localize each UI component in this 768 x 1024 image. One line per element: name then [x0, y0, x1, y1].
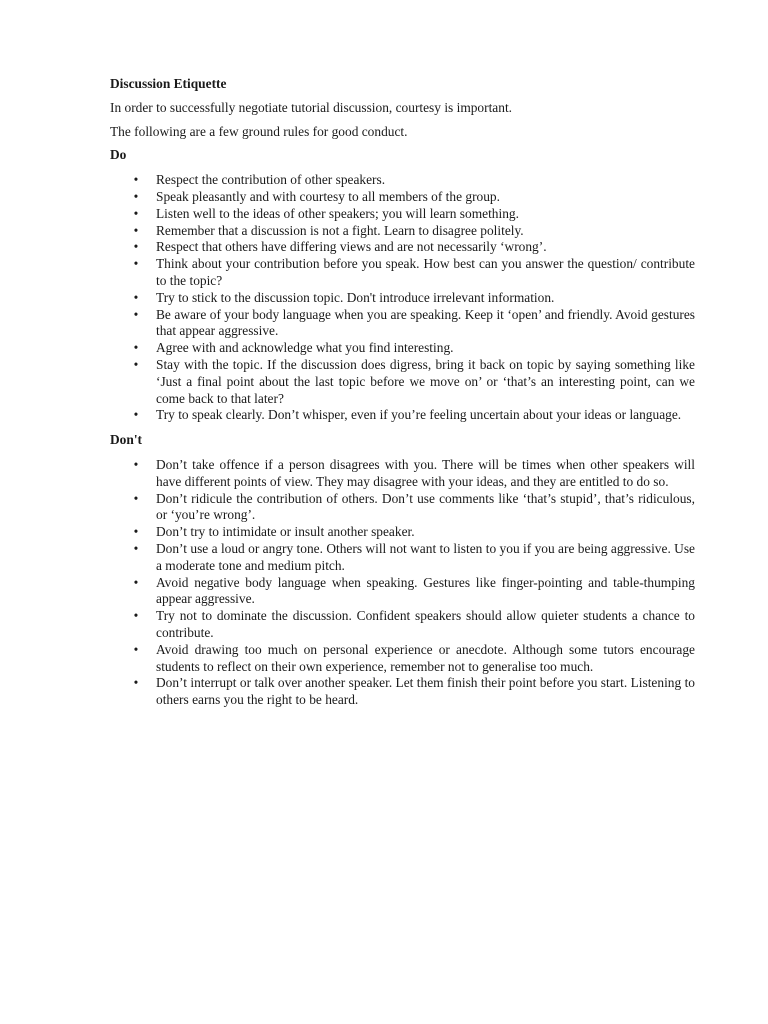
do-item-text: Speak pleasantly and with courtesy to all members of the group.	[156, 188, 500, 204]
bullet-icon: •	[133, 608, 139, 624]
do-list-item	[110, 239, 695, 256]
dont-item-text: Avoid negative body language when speaking. Gestures like finger-pointing and table-thumping appear aggressive.	[156, 574, 695, 607]
bullet-icon: •	[133, 407, 139, 423]
do-item-text: Respect the contribution of other speakers.	[156, 172, 386, 188]
bullet-icon: •	[133, 490, 139, 506]
dont-list-item	[110, 675, 695, 709]
document-body	[110, 76, 695, 715]
do-list-item	[110, 357, 695, 407]
bullet-icon: •	[133, 222, 139, 238]
do-list-item	[110, 223, 695, 240]
bullet-icon: •	[133, 239, 139, 255]
do-item-text: Remember that a discussion is not a fight. Learn to disagree politely.	[156, 222, 524, 238]
bullet-icon: •	[133, 172, 139, 188]
bullet-icon: •	[133, 205, 139, 221]
dont-item-text: Don’t use a loud or angry tone. Others will not want to listen to you if you are being aggressive. Use a moderate tone and medium pitch.	[156, 540, 695, 573]
do-item-text: Stay with the topic. If the discussion does digress, bring it back on topic by saying something like ‘Just a final point about the last topic before we move on’ or ‘that’s an interesting point, can we come back to that later?	[156, 356, 695, 406]
bullet-icon: •	[133, 256, 139, 272]
dont-list	[110, 457, 695, 709]
do-item-text: Try to speak clearly. Don’t whisper, even if you’re feeling uncertain about your ideas or language.	[156, 407, 682, 423]
dont-list-item	[110, 457, 695, 491]
ground-rules-paragraph: The following are a few ground rules for good conduct.	[110, 123, 408, 139]
do-list-item	[110, 340, 695, 357]
dont-item-text: Try not to dominate the discussion. Confident speakers should allow quieter students a chance to contribute.	[156, 608, 695, 640]
do-item-text: Agree with and acknowledge what you find interesting.	[156, 340, 454, 356]
do-list-item	[110, 307, 695, 341]
do-item-text: Respect that others have differing views and are not necessarily ‘wrong’.	[156, 239, 547, 255]
do-list-item	[110, 407, 695, 424]
bullet-icon: •	[133, 641, 139, 657]
bullet-icon: •	[133, 340, 139, 356]
dont-item-text: Don’t try to intimidate or insult another speaker.	[156, 524, 415, 540]
do-list-item	[110, 189, 695, 206]
document-title: Discussion Etiquette	[110, 76, 227, 91]
do-item-text: Think about your contribution before you speak. How best can you answer the question/ contribute to the topic?	[156, 256, 695, 288]
dont-item-text: Don’t ridicule the contribution of others. Don’t use comments like ‘that’s stupid’, that’s ridiculous, or ‘you’re wrong’.	[156, 490, 695, 523]
do-item-text: Try to stick to the discussion topic. Don't introduce irrelevant information.	[156, 289, 555, 305]
bullet-icon: •	[133, 289, 139, 305]
bullet-icon: •	[133, 188, 139, 204]
do-list-item	[110, 172, 695, 189]
intro-paragraph: In order to successfully negotiate tutorial discussion, courtesy is important.	[110, 99, 513, 115]
bullet-icon: •	[133, 675, 139, 691]
dont-item-text: Don’t interrupt or talk over another speaker. Let them finish their point before you start. Listening to others earns you the right to be heard.	[156, 675, 695, 708]
dont-list-item	[110, 491, 695, 525]
dont-item-text: Avoid drawing too much on personal experience or anecdote. Although some tutors encourage students to reflect on their own experience, remember not to generalise too much.	[156, 641, 695, 674]
do-list	[110, 172, 695, 424]
do-item-text: Be aware of your body language when you are speaking. Keep it ‘open’ and friendly. Avoid gestures that appear aggressive.	[156, 306, 695, 339]
dont-heading: Don't	[110, 432, 142, 448]
do-heading: Do	[110, 147, 127, 163]
dont-item-text: Don’t take offence if a person disagrees with you. There will be times when other speakers will have different points of view. They may disagree with your ideas, and they are entitled to do so.	[156, 456, 695, 489]
do-list-item	[110, 256, 695, 290]
do-list-item	[110, 290, 695, 307]
dont-list-item	[110, 524, 695, 541]
dont-list-item	[110, 642, 695, 676]
dont-list-item	[110, 608, 695, 642]
bullet-icon: •	[133, 524, 139, 540]
dont-list-item	[110, 575, 695, 609]
bullet-icon: •	[133, 456, 139, 472]
dont-list-item	[110, 541, 695, 575]
bullet-icon: •	[133, 574, 139, 590]
do-list-item	[110, 206, 695, 223]
do-item-text: Listen well to the ideas of other speakers; you will learn something.	[156, 205, 519, 221]
bullet-icon: •	[133, 356, 139, 372]
bullet-icon: •	[133, 540, 139, 556]
bullet-icon: •	[133, 306, 139, 322]
